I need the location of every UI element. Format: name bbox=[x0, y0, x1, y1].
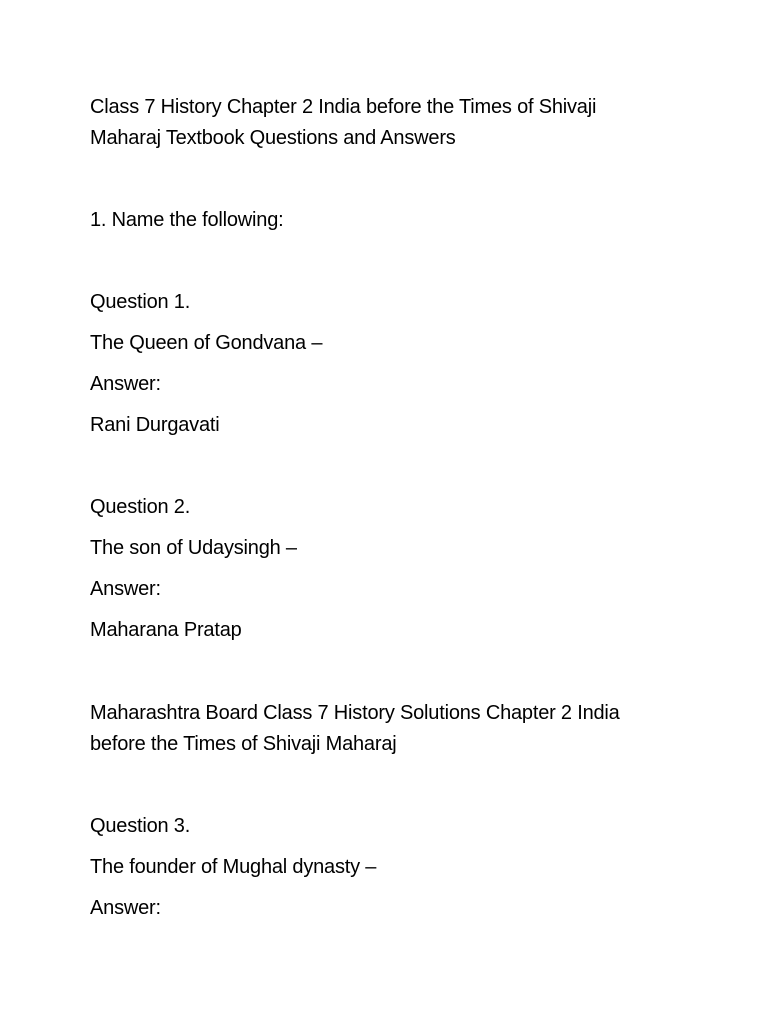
question-1-answer-label: Answer: bbox=[90, 373, 161, 395]
section-heading: 1. Name the following: bbox=[90, 209, 284, 231]
question-2-label: Question 2. bbox=[90, 496, 191, 518]
question-1-prompt: The Queen of Gondvana – bbox=[90, 332, 323, 354]
question-3-answer-label: Answer: bbox=[90, 897, 161, 919]
question-1-answer: Rani Durgavati bbox=[90, 414, 220, 436]
document-title-line-2: Maharaj Textbook Questions and Answers bbox=[90, 127, 456, 149]
banner-line-2: before the Times of Shivaji Maharaj bbox=[90, 733, 397, 755]
question-2-answer: Maharana Pratap bbox=[90, 619, 242, 641]
question-1-label: Question 1. bbox=[90, 291, 191, 313]
document-title-line-1: Class 7 History Chapter 2 India before the Times of Shivaji bbox=[90, 96, 597, 118]
question-3-prompt: The founder of Mughal dynasty – bbox=[90, 856, 377, 878]
question-2-prompt: The son of Udaysingh – bbox=[90, 537, 297, 559]
question-3-label: Question 3. bbox=[90, 815, 191, 837]
banner-line-1: Maharashtra Board Class 7 History Solutions Chapter 2 India bbox=[90, 702, 620, 724]
question-2-answer-label: Answer: bbox=[90, 578, 161, 600]
